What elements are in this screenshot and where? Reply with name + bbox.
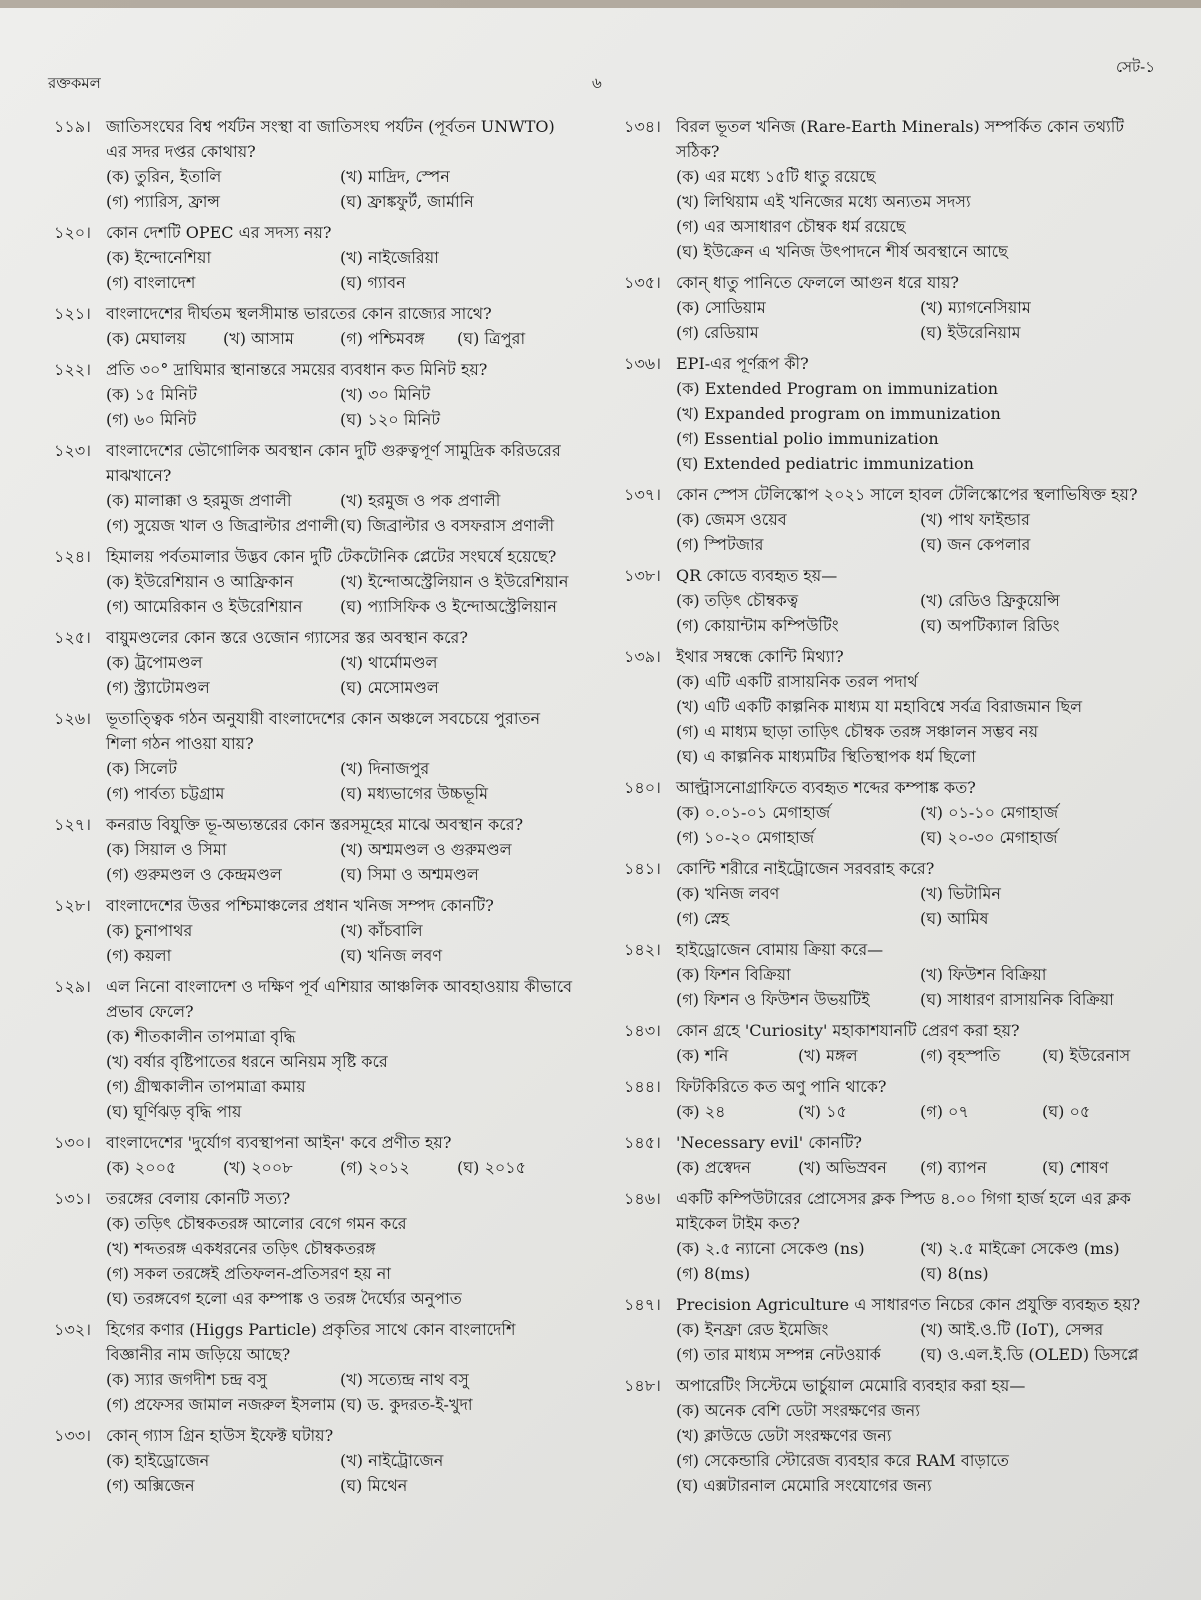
question-text: EPI-এর পূর্ণরূপ কী? (676, 354, 809, 373)
question-line (624, 1292, 1164, 1317)
option-list (54, 488, 574, 538)
answer-option: (খ) আসাম (223, 329, 294, 348)
question-item (54, 357, 574, 432)
answer-option: (ক) জেমস ওয়েব (676, 510, 787, 529)
answer-option: (খ) শব্দতরঙ্গ একধরনের তড়িৎ চৌম্বকতরঙ্গ (106, 1239, 376, 1258)
question-number: ১২৪। (54, 547, 91, 566)
answer-option: (ক) Extended Program on immunization (676, 379, 999, 398)
answer-option: (খ) ম্যাগনেসিয়াম (920, 298, 1031, 317)
option-list (54, 569, 574, 619)
question-item (624, 1373, 1164, 1498)
question-item (624, 644, 1164, 769)
question-number: ১২২। (54, 360, 91, 379)
option-list (624, 1043, 1164, 1068)
answer-option: (ঘ) 8(ns) (920, 1264, 989, 1283)
answer-option: (ঘ) প্যাসিফিক ও ইন্দোঅস্ট্রেলিয়ান (340, 597, 557, 616)
question-item (54, 812, 574, 887)
question-number: ১৩০। (54, 1133, 91, 1152)
question-text: কোন দেশটি OPEC এর সদস্য নয়? (106, 223, 332, 242)
question-number: ১৩৭। (624, 485, 661, 504)
page-edge-shadow (0, 0, 1201, 8)
answer-option: (ক) ০.০১-০১ মেগাহার্জ (676, 803, 831, 822)
question-line (624, 482, 1164, 507)
option-list (624, 1236, 1164, 1286)
question-item (54, 1317, 574, 1417)
question-number: ১৪৮। (624, 1376, 661, 1395)
page-number: ৬ (592, 74, 602, 92)
option-list (624, 588, 1164, 638)
set-label: সেট-১ (1116, 58, 1155, 76)
question-number: ১৪৪। (624, 1077, 661, 1096)
question-item (54, 114, 574, 214)
answer-option: (খ) লিথিয়াম এই খনিজের মধ্যে অন্যতম সদস্য (676, 192, 971, 211)
question-number: ১৩৩। (54, 1426, 91, 1445)
answer-option: (গ) কোয়ান্টাম কম্পিউটিং (676, 616, 839, 635)
answer-option: (ক) ইউরেশিয়ান ও আফ্রিকান (106, 572, 294, 591)
answer-option: (খ) ২.৫ মাইক্রো সেকেণ্ড (ms) (920, 1239, 1120, 1258)
answer-option: (খ) নাইট্রোজেন (340, 1451, 444, 1470)
question-number: ১৩৬। (624, 354, 661, 373)
question-line (624, 1018, 1164, 1043)
option-list (54, 918, 574, 968)
question-line (54, 974, 574, 1024)
answer-option: (ঘ) ফ্রাঙ্কফুর্ট, জার্মানি (340, 192, 474, 211)
answer-option: (খ) এটি একটি কাল্পনিক মাধ্যম যা মহাবিশ্বে সর্বত্র বিরাজমান ছিল (676, 697, 1083, 716)
answer-option: (ক) এটি একটি রাসায়নিক তরল পদার্থ (676, 672, 918, 691)
answer-option: (ক) ২.৫ ন্যানো সেকেণ্ড (ns) (676, 1239, 865, 1258)
question-text: জাতিসংঘের বিশ্ব পর্যটন সংস্থা বা জাতিসংঘ পর্যটন (পূর্বতন UNWTO) এর সদর দপ্তর কোথায়? (106, 117, 555, 161)
question-text: ভূতাত্ত্বিক গঠন অনুযায়ী বাংলাদেশের কোন অঞ্চলে সবচেয়ে পুরাতন শিলা গঠন পাওয়া যায়? (106, 709, 541, 753)
answer-option: (ঘ) ঘূর্ণিঝড় বৃদ্ধি পায় (106, 1102, 242, 1121)
answer-option: (গ) ব্যাপন (920, 1158, 987, 1177)
answer-option: (গ) ৬০ মিনিট (106, 410, 197, 429)
question-item (54, 1423, 574, 1498)
question-number: ১৪১। (624, 859, 661, 878)
question-number: ১৪০। (624, 778, 661, 797)
question-line (54, 1423, 574, 1448)
right-column (624, 114, 1164, 1504)
question-item (54, 974, 574, 1124)
question-line (54, 357, 574, 382)
option-list (624, 1398, 1164, 1498)
question-item (624, 1018, 1164, 1068)
option-list (624, 800, 1164, 850)
question-item (54, 706, 574, 806)
answer-option: (ঘ) এ কাল্পনিক মাধ্যমটির স্থিতিস্থাপক ধর্ম ছিলো (676, 747, 976, 766)
question-line (624, 563, 1164, 588)
answer-option: (খ) কাঁচবালি (340, 921, 423, 940)
answer-option: (ক) শীতকালীন তাপমাত্রা বৃদ্ধি (106, 1027, 296, 1046)
question-number: ১২৩। (54, 441, 91, 460)
left-column (54, 114, 574, 1504)
option-list (54, 245, 574, 295)
question-item (624, 563, 1164, 638)
answer-option: (ঘ) ইউক্রেন এ খনিজ উৎপাদনে শীর্ষ অবস্থানে আছে (676, 242, 1008, 261)
answer-option: (গ) প্রফেসর জামাল নজরুল ইসলাম (106, 1395, 336, 1414)
question-number: ১১৯। (54, 117, 91, 136)
option-list (54, 756, 574, 806)
question-line (624, 775, 1164, 800)
answer-option: (ঘ) ত্রিপুরা (457, 329, 526, 348)
question-number: ১৩২। (54, 1320, 91, 1339)
answer-option: (ঘ) জিব্রাল্টার ও বসফরাস প্রণালী (340, 516, 555, 535)
answer-option: (ঘ) ০৫ (1042, 1102, 1091, 1121)
answer-option: (গ) সেকেন্ডারি স্টোরেজ ব্যবহার করে RAM বাড়াতে (676, 1451, 1009, 1470)
answer-option: (ঘ) ইউরেনাস (1042, 1046, 1131, 1065)
option-list (624, 295, 1164, 345)
question-line (624, 1186, 1164, 1236)
question-item (54, 893, 574, 968)
answer-option: (গ) গ্রীষ্মকালীন তাপমাত্রা কমায় (106, 1077, 306, 1096)
question-line (54, 114, 574, 164)
option-list (624, 376, 1164, 476)
question-text: কনরাড বিযুক্তি ভূ-অভ্যন্তরের কোন স্তরসমূহের মাঝে অবস্থান করে? (106, 815, 524, 834)
answer-option: (ঘ) জন কেপলার (920, 535, 1031, 554)
answer-option: (গ) স্নেহ (676, 909, 730, 928)
option-list (54, 1211, 574, 1311)
question-number: ১৩৮। (624, 566, 661, 585)
question-line (624, 114, 1164, 164)
question-item (624, 270, 1164, 345)
question-line (54, 625, 574, 650)
answer-option: (ক) মালাক্কা ও হরমুজ প্রণালী (106, 491, 292, 510)
answer-option: (গ) Essential polio immunization (676, 429, 939, 448)
answer-option: (খ) ০১-১০ মেগাহার্জ (920, 803, 1059, 822)
answer-option: (ঘ) মিথেন (340, 1476, 408, 1495)
answer-option: (ক) ফিশন বিক্রিয়া (676, 965, 791, 984)
answer-option: (ঘ) মধ্যভাগের উচ্চভূমি (340, 784, 488, 803)
answer-option: (ক) সিলেট (106, 759, 177, 778)
answer-option: (ক) ২৪ (676, 1102, 726, 1121)
question-item (624, 482, 1164, 557)
question-text: এল নিনো বাংলাদেশ ও দক্ষিণ পূর্ব এশিয়ার আঞ্চলিক আবহাওয়ায় কীভাবে প্রভাব ফেলে? (106, 977, 573, 1021)
option-list (54, 1155, 574, 1180)
question-text: প্রতি ৩০° দ্রাঘিমার স্থানান্তরে সময়ের ব্যবধান কত মিনিট হয়? (106, 360, 488, 379)
question-item (624, 1074, 1164, 1124)
answer-option: (খ) ক্লাউডে ডেটা সংরক্ষণের জন্য (676, 1426, 892, 1445)
answer-option: (গ) কয়লা (106, 946, 172, 965)
answer-option: (ক) তড়িৎ চৌম্বকতরঙ্গ আলোর বেগে গমন করে (106, 1214, 407, 1233)
question-line (624, 1130, 1164, 1155)
question-line (54, 706, 574, 756)
answer-option: (ঘ) তরঙ্গবেগ হলো এর কম্পাঙ্ক ও তরঙ্গ দৈর্ঘ্যের অনুপাত (106, 1289, 462, 1308)
question-item (54, 220, 574, 295)
question-item (624, 1186, 1164, 1286)
answer-option: (ঘ) ২০১৫ (457, 1158, 527, 1177)
question-line (54, 301, 574, 326)
question-text: ইথার সম্বন্ধে কোন্টি মিথ্যা? (676, 647, 844, 666)
option-list (54, 650, 574, 700)
question-number: ১২৯। (54, 977, 91, 996)
question-number: ১৪২। (624, 940, 661, 959)
question-line (624, 1074, 1164, 1099)
answer-option: (খ) থার্মোমণ্ডল (340, 653, 438, 672)
answer-option: (খ) ইন্দোঅস্ট্রেলিয়ান ও ইউরেশিয়ান (340, 572, 569, 591)
answer-option: (খ) Expanded program on immunization (676, 404, 1001, 423)
answer-option: (খ) মঙ্গল (798, 1046, 858, 1065)
option-list (624, 1099, 1164, 1124)
answer-option: (ক) সিয়াল ও সিমা (106, 840, 227, 859)
question-item (54, 625, 574, 700)
answer-option: (খ) আই.ও.টি (IoT), সেন্সর (920, 1320, 1104, 1339)
answer-option: (গ) ফিশন ও ফিউশন উভয়টিই (676, 990, 870, 1009)
question-item (54, 1186, 574, 1311)
answer-option: (খ) রেডিও ফ্রিকুয়েন্সি (920, 591, 1060, 610)
question-text: হিমালয় পর্বতমালার উদ্ভব কোন দুটি টেকটোনিক প্লেটের সংঘর্ষে হয়েছে? (106, 547, 557, 566)
question-number: ১২৬। (54, 709, 91, 728)
answer-option: (গ) প্যারিস, ফ্রান্স (106, 192, 220, 211)
answer-option: (ক) সোডিয়াম (676, 298, 766, 317)
option-list (624, 669, 1164, 769)
question-text: QR কোডে ব্যবহৃত হয়— (676, 566, 838, 585)
answer-option: (গ) পশ্চিমবঙ্গ (340, 329, 425, 348)
answer-option: (খ) দিনাজপুর (340, 759, 430, 778)
question-text: 'Necessary evil' কোনটি? (676, 1133, 863, 1152)
answer-option: (ঘ) সিমা ও অশ্মমণ্ডল (340, 865, 479, 884)
question-line (624, 856, 1164, 881)
option-list (624, 1317, 1164, 1367)
question-item (624, 775, 1164, 850)
question-text: কোন্ ধাতু পানিতে ফেললে আগুন ধরে যায়? (676, 273, 959, 292)
question-line (54, 1130, 574, 1155)
answer-option: (ক) স্যার জগদীশ চন্দ্র বসু (106, 1370, 267, 1389)
header-title: রক্তকমল (48, 74, 101, 92)
answer-option: (ক) প্রস্বেদন (676, 1158, 751, 1177)
question-line (624, 937, 1164, 962)
question-item (624, 1130, 1164, 1180)
answer-option: (খ) অভিস্রবন (798, 1158, 887, 1177)
answer-option: (খ) নাইজেরিয়া (340, 248, 439, 267)
question-number: ১৩৯। (624, 647, 661, 666)
answer-option: (ক) হাইড্রোজেন (106, 1451, 210, 1470)
answer-option: (গ) ০৭ (920, 1102, 969, 1121)
question-text: কোন স্পেস টেলিস্কোপ ২০২১ সালে হাবল টেলিস্কোপের স্থলাভিষিক্ত হয়? (676, 485, 1138, 504)
option-list (54, 164, 574, 214)
answer-option: (ক) অনেক বেশি ডেটা সংরক্ষণের জন্য (676, 1401, 920, 1420)
question-line (624, 644, 1164, 669)
answer-option: (ক) চুনাপাথর (106, 921, 193, 940)
question-line (624, 270, 1164, 295)
answer-option: (ঘ) আমিষ (920, 909, 989, 928)
question-text: কোন গ্রহে 'Curiosity' মহাকাশযানটি প্রেরণ করা হয়? (676, 1021, 1020, 1040)
answer-option: (ঘ) ও.এল.ই.ডি (OLED) ডিসপ্লে (920, 1345, 1139, 1364)
answer-option: (ঘ) ২০-৩০ মেগাহার্জ (920, 828, 1058, 847)
question-text: একটি কম্পিউটারের প্রোসেসর ক্লক স্পিড ৪.০০ গিগা হার্জ হলে এর ক্লক মাইকেল টাইম কত? (676, 1189, 1131, 1233)
answer-option: (খ) বর্ষার বৃষ্টিপাতের ধরনে অনিয়ম সৃষ্টি করে (106, 1052, 388, 1071)
answer-option: (গ) স্ট্র্যাটোমণ্ডল (106, 678, 210, 697)
question-number: ১২৭। (54, 815, 91, 834)
option-list (54, 326, 574, 351)
question-line (54, 544, 574, 569)
option-list (624, 507, 1164, 557)
answer-option: (খ) হরমুজ ও পক প্রণালী (340, 491, 501, 510)
question-text: কোন্টি শরীরে নাইট্রোজেন সরবরাহ করে? (676, 859, 935, 878)
answer-option: (খ) অশ্মমণ্ডল ও গুরুমণ্ডল (340, 840, 512, 859)
question-number: ১৩৪। (624, 117, 661, 136)
question-number: ১৪৫। (624, 1133, 661, 1152)
answer-option: (গ) ১০-২০ মেগাহার্জ (676, 828, 815, 847)
question-number: ১২১। (54, 304, 91, 323)
question-line (54, 812, 574, 837)
answer-option: (ক) ইন্দোনেশিয়া (106, 248, 212, 267)
question-number: ১২০। (54, 223, 91, 242)
answer-option: (গ) ২০১২ (340, 1158, 410, 1177)
question-line (54, 893, 574, 918)
question-number: ১৪৬। (624, 1189, 661, 1208)
answer-option: (গ) তার মাধ্যম সম্পন্ন নেটওয়ার্ক (676, 1345, 881, 1364)
question-number: ১৩১। (54, 1189, 91, 1208)
answer-option: (ক) ২০০৫ (106, 1158, 177, 1177)
answer-option: (গ) এর অসাধারণ চৌম্বক ধর্ম রয়েছে (676, 217, 906, 236)
answer-option: (ঘ) Extended pediatric immunization (676, 454, 974, 473)
answer-option: (খ) ভিটামিন (920, 884, 1001, 903)
option-list (624, 881, 1164, 931)
question-text: অপারেটিং সিস্টেমে ভার্চুয়াল মেমোরি ব্যবহার করা হয়— (676, 1376, 1026, 1395)
answer-option: (গ) বৃহস্পতি (920, 1046, 1001, 1065)
answer-option: (গ) 8(ms) (676, 1264, 751, 1283)
question-item (54, 301, 574, 351)
question-text: হিগের কণার (Higgs Particle) প্রকৃতির সাথে কোন বাংলাদেশি বিজ্ঞানীর নাম জড়িয়ে আছে? (106, 1320, 516, 1364)
option-list (54, 382, 574, 432)
answer-option: (ক) ট্রপোমণ্ডল (106, 653, 203, 672)
question-text: বাংলাদেশের 'দুর্যোগ ব্যবস্থাপনা আইন' কবে প্রণীত হয়? (106, 1133, 452, 1152)
answer-option: (গ) এ মাধ্যম ছাড়া তাড়িৎ চৌম্বক তরঙ্গ সঞ্চালন সম্ভব নয় (676, 722, 1039, 741)
question-line (624, 351, 1164, 376)
answer-option: (ঘ) সাধারণ রাসায়নিক বিক্রিয়া (920, 990, 1114, 1009)
question-line (624, 1373, 1164, 1398)
answer-option: (গ) সুয়েজ খাল ও জিব্রাল্টার প্রণালী (106, 516, 339, 535)
option-list (54, 837, 574, 887)
question-line (54, 438, 574, 488)
question-number: ১৪৭। (624, 1295, 661, 1314)
answer-option: (ঘ) শোষণ (1042, 1158, 1109, 1177)
answer-option: (গ) পার্বত্য চট্টগ্রাম (106, 784, 225, 803)
question-text: বাংলাদেশের দীর্ঘতম স্থলসীমান্ত ভারতের কোন রাজ্যের সাথে? (106, 304, 492, 323)
question-text: বায়ুমণ্ডলের কোন স্তরে ওজোন গ্যাসের স্তর অবস্থান করে? (106, 628, 468, 647)
answer-option: (ঘ) ইউরেনিয়াম (920, 323, 1021, 342)
question-number: ১২৮। (54, 896, 91, 915)
answer-option: (ঘ) মেসোমণ্ডল (340, 678, 439, 697)
question-number: ১২৫। (54, 628, 91, 647)
answer-option: (ঘ) ড. কুদরত-ই-খুদা (340, 1395, 473, 1414)
question-text: Precision Agriculture এ সাধারণত নিচের কোন প্রযুক্তি ব্যবহৃত হয়? (676, 1295, 1141, 1314)
answer-option: (ক) শনি (676, 1046, 729, 1065)
question-item (624, 856, 1164, 931)
question-item (624, 1292, 1164, 1367)
answer-option: (ক) তড়িৎ চৌম্বকত্ব (676, 591, 799, 610)
answer-option: (গ) রেডিয়াম (676, 323, 759, 342)
question-line (54, 1317, 574, 1367)
answer-option: (খ) সত্যেন্দ্র নাথ বসু (340, 1370, 469, 1389)
question-item (624, 114, 1164, 264)
answer-option: (গ) অক্সিজেন (106, 1476, 195, 1495)
answer-option: (ক) ইনফ্রা রেড ইমেজিং (676, 1320, 829, 1339)
answer-option: (ঘ) ১২০ মিনিট (340, 410, 441, 429)
answer-option: (ঘ) খনিজ লবণ (340, 946, 442, 965)
question-text: কোন্ গ্যাস গ্রিন হাউস ইফেক্ট ঘটায়? (106, 1426, 334, 1445)
answer-option: (গ) গুরুমণ্ডল ও কেন্দ্রমণ্ডল (106, 865, 282, 884)
answer-option: (গ) সকল তরঙ্গেই প্রতিফলন-প্রতিসরণ হয় না (106, 1264, 391, 1283)
question-text: তরঙ্গের বেলায় কোনটি সত্য? (106, 1189, 291, 1208)
option-list (624, 164, 1164, 264)
question-item (624, 937, 1164, 1012)
question-number: ১৪৩। (624, 1021, 661, 1040)
answer-option: (খ) পাথ ফাইন্ডার (920, 510, 1030, 529)
answer-option: (ঘ) গ্যাবন (340, 273, 406, 292)
answer-option: (খ) ২০০৮ (223, 1158, 293, 1177)
answer-option: (ক) ১৫ মিনিট (106, 385, 197, 404)
answer-option: (গ) স্পিটজার (676, 535, 764, 554)
answer-option: (গ) বাংলাদেশ (106, 273, 196, 292)
answer-option: (খ) মাদ্রিদ, স্পেন (340, 167, 450, 186)
answer-option: (ক) তুরিন, ইতালি (106, 167, 222, 186)
answer-option: (ক) খনিজ লবণ (676, 884, 780, 903)
question-item (54, 1130, 574, 1180)
option-list (54, 1448, 574, 1498)
question-text: বিরল ভূতল খনিজ (Rare-Earth Minerals) সম্পর্কিত কোন তথ্যটি সঠিক? (676, 117, 1125, 161)
question-item (624, 351, 1164, 476)
question-text: আল্ট্রাসনোগ্রাফিতে ব্যবহৃত শব্দের কম্পাঙ্ক কত? (676, 778, 976, 797)
question-item (54, 438, 574, 538)
option-list (624, 1155, 1164, 1180)
question-item (54, 544, 574, 619)
question-line (54, 1186, 574, 1211)
answer-option: (ক) মেঘালয় (106, 329, 187, 348)
option-list (54, 1367, 574, 1417)
question-number: ১৩৫। (624, 273, 661, 292)
answer-option: (গ) আমেরিকান ও ইউরেশিয়ান (106, 597, 303, 616)
option-list (624, 962, 1164, 1012)
answer-option: (ঘ) এক্সটারনাল মেমোরি সংযোগের জন্য (676, 1476, 932, 1495)
option-list (54, 1024, 574, 1124)
question-text: বাংলাদেশের উত্তর পশ্চিমাঞ্চলের প্রধান খনিজ সম্পদ কোনটি? (106, 896, 494, 915)
question-text: হাইড্রোজেন বোমায় ক্রিয়া করে— (676, 940, 884, 959)
answer-option: (ক) এর মধ্যে ১৫টি ধাতু রয়েছে (676, 167, 876, 186)
question-line (54, 220, 574, 245)
answer-option: (খ) ৩০ মিনিট (340, 385, 431, 404)
answer-option: (খ) ১৫ (798, 1102, 847, 1121)
question-text: ফিটকিরিতে কত অণু পানি থাকে? (676, 1077, 887, 1096)
answer-option: (ঘ) অপটিক্যাল রিডিং (920, 616, 1060, 635)
answer-option: (খ) ফিউশন বিক্রিয়া (920, 965, 1047, 984)
question-text: বাংলাদেশের ভৌগোলিক অবস্থান কোন দুটি গুরুত্বপূর্ণ সামুদ্রিক করিডরের মাঝখানে? (106, 441, 561, 485)
